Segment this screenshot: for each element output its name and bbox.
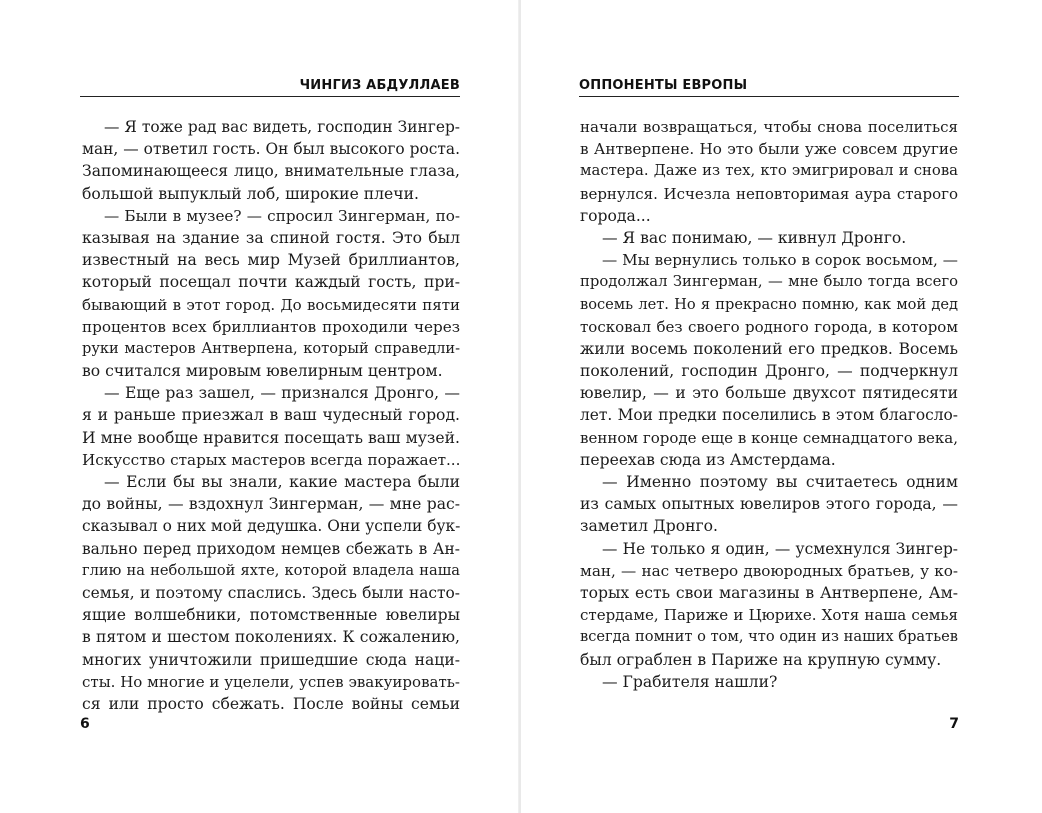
text-line: казывая на здание за спиной гостя. Это был: [82, 228, 460, 247]
text-line: ювелир, — и это больше двухсот пятидесяти: [580, 384, 958, 403]
header-rule: [80, 96, 460, 97]
right-body-text: [580, 116, 958, 693]
text-line: вернулся. Исчезла неповторимая аура старого: [580, 184, 958, 203]
text-line: из самых опытных ювелиров этого города, —: [580, 495, 958, 514]
text-line: я и раньше приезжал в ваш чудесный город.: [82, 406, 460, 425]
text-line: города...: [580, 206, 651, 225]
left-page: [0, 0, 519, 813]
text-line: жили восемь поколений его предков. Восемь: [580, 339, 958, 358]
text-line: в Антверпене. Но это были уже совсем другие: [580, 140, 958, 159]
text-line: переехав сюда из Амстердама.: [580, 450, 836, 469]
text-line: семья, и поэтому спаслись. Здесь были насто-: [82, 583, 460, 602]
text-line: всегда помнит о том, что один из наших братьев: [580, 628, 958, 646]
text-line: мастера. Даже из тех, кто эмигрировал и снова: [580, 162, 958, 180]
text-line: — Если бы вы знали, какие мастера были: [104, 473, 460, 491]
text-line: ся или просто сбежать. После войны семьи: [82, 694, 460, 713]
text-line: ман, — нас четверо двоюродных братьев, у ко-: [580, 561, 958, 580]
text-line: Искусство старых мастеров всегда поражает...: [82, 450, 461, 469]
text-line: восемь лет. Но я прекрасно помню, как мой дед: [580, 295, 958, 313]
left-body-text: [82, 116, 460, 715]
text-line: руки мастеров Антверпена, который справедли-: [82, 339, 460, 357]
text-line: торых есть свои магазины в Антверпене, Ам-: [580, 583, 958, 602]
text-line: — Я тоже рад вас видеть, господин Зингер-: [104, 118, 460, 136]
text-line: начали возвращаться, чтобы снова поселиться: [580, 118, 958, 136]
text-line: венном городе еще в конце семнадцатого века,: [580, 428, 958, 447]
text-line: ман, — ответил гость. Он был высокого роста.: [82, 140, 460, 159]
text-line: ящие волшебники, потомственные ювелиры: [82, 606, 460, 625]
text-line: стердаме, Париже и Цюрихе. Хотя наша семья: [580, 606, 958, 625]
text-line: тосковал без своего родного города, в котором: [580, 317, 958, 336]
running-header-author: ЧИНГИЗ АБДУЛЛАЕВ: [299, 78, 460, 93]
text-line: бывающий в этот город. До восьмидесяти пяти: [82, 295, 460, 314]
text-line: глию на небольшой яхте, которой владела наша: [82, 561, 460, 579]
text-line: заметил Дронго.: [580, 517, 718, 536]
right-page: [521, 0, 1042, 813]
text-line: продолжал Зингерман, — мне было тогда всего: [580, 273, 958, 291]
text-line: известный на весь мир Музей бриллиантов,: [82, 251, 460, 270]
text-line: И мне вообще нравится посещать ваш музей.: [82, 428, 460, 447]
text-line: многих уничтожили пришедшие сюда наци-: [82, 650, 460, 669]
text-line: — Мы вернулись только в сорок восьмом, —: [602, 251, 958, 270]
text-line: — Именно поэтому вы считаетесь одним: [602, 473, 958, 491]
header-rule: [579, 96, 959, 97]
text-line: в пятом и шестом поколениях. К сожалению,: [82, 628, 460, 647]
text-line: — Были в музее? — спросил Зингерман, по-: [104, 206, 460, 225]
text-line: — Не только я один, — усмехнулся Зингер-: [602, 539, 958, 558]
text-line: поколений, господин Дронго, — подчеркнул: [580, 362, 958, 381]
text-line: — Грабителя нашли?: [602, 672, 778, 691]
page-number: 6: [80, 716, 90, 732]
text-line: вально перед приходом немцев сбежать в Ан-: [82, 539, 460, 558]
page-number: 7: [949, 716, 959, 732]
text-line: процентов всех бриллиантов проходили через: [82, 317, 460, 336]
text-line: — Я вас понимаю, — кивнул Дронго.: [602, 228, 907, 247]
running-header-title: ОППОНЕНТЫ ЕВРОПЫ: [579, 78, 748, 93]
text-line: — Еще раз зашел, — признался Дронго, —: [104, 384, 460, 403]
text-line: был ограблен в Париже на крупную сумму.: [580, 650, 942, 669]
text-line: который посещал почти каждый гость, при-: [82, 273, 460, 292]
text-line: сказывал о них мой дедушка. Они успели бук-: [82, 517, 461, 536]
text-line: Запоминающееся лицо, внимательные глаза,: [82, 162, 460, 181]
text-line: во считался мировым ювелирным центром.: [82, 362, 443, 381]
text-line: до войны, — вздохнул Зингерман, — мне рас-: [82, 495, 460, 514]
text-line: сты. Но многие и уцелели, успев эвакуировать-: [82, 672, 460, 691]
text-line: лет. Мои предки поселились в этом благосло-: [580, 406, 958, 425]
text-line: большой выпуклый лоб, широкие плечи.: [82, 184, 419, 203]
